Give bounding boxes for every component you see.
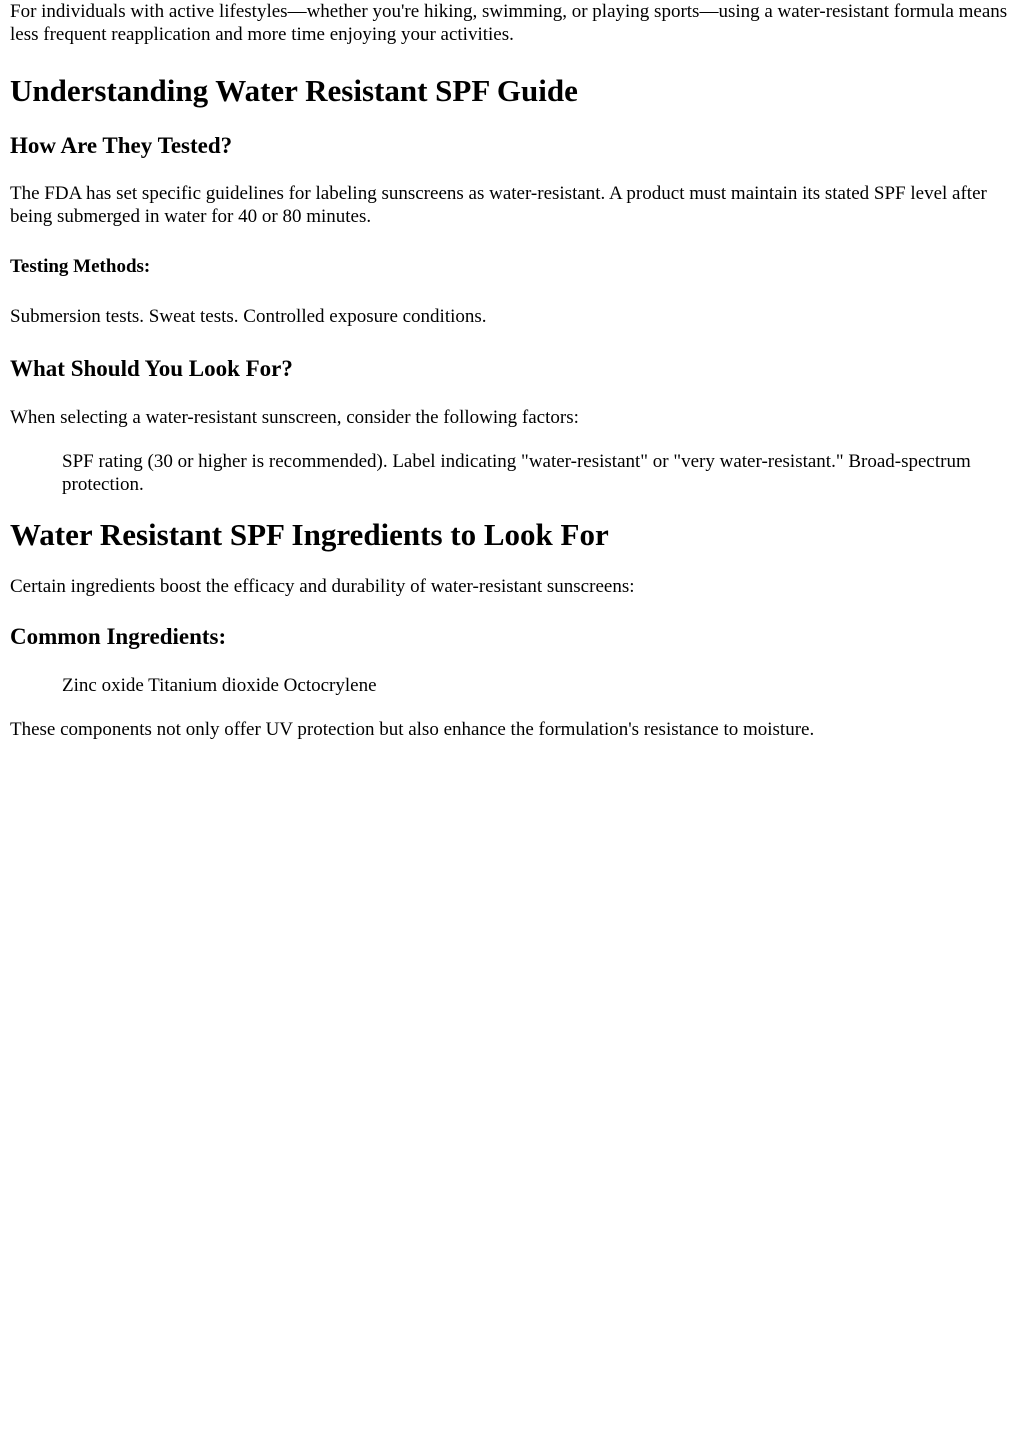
selecting-paragraph: When selecting a water-resistant sunscreen, consider the following factors: [10, 407, 579, 428]
subheading-what-to-look-for: What Should You Look For? [10, 356, 293, 381]
components-paragraph: These components not only offer UV protection but also enhance the formulation's resistance to moisture. [10, 719, 815, 740]
factors-blockquote: SPF rating (30 or higher is recommended). Label indicating "water-resistant" or "very water-resistant." Broad-spectrum protection. [62, 451, 971, 495]
intro-paragraph: For individuals with active lifestyles—whether you're hiking, swimming, or playing sports—using a water-resistant formula means less frequent reapplication and more time enjoying your activities. [10, 1, 1008, 45]
testing-methods-heading: Testing Methods: [10, 256, 151, 277]
subheading-common-ingredients: Common Ingredients: [10, 624, 227, 649]
subheading-how-tested: How Are They Tested? [10, 133, 233, 158]
common-ingredients-blockquote: Zinc oxide Titanium dioxide Octocrylene [62, 675, 377, 696]
testing-methods-paragraph: Submersion tests. Sweat tests. Controlled exposure conditions. [10, 306, 487, 327]
ingredients-intro-paragraph: Certain ingredients boost the efficacy and durability of water-resistant sunscreens: [10, 576, 635, 597]
section-heading-understanding: Understanding Water Resistant SPF Guide [10, 73, 578, 108]
section-heading-ingredients: Water Resistant SPF Ingredients to Look For [10, 517, 609, 552]
fda-guidelines-paragraph: The FDA has set specific guidelines for labeling sunscreens as water-resistant. A product must maintain its stated SPF level after being submerged in water for 40 or 80 minutes. [10, 183, 987, 227]
